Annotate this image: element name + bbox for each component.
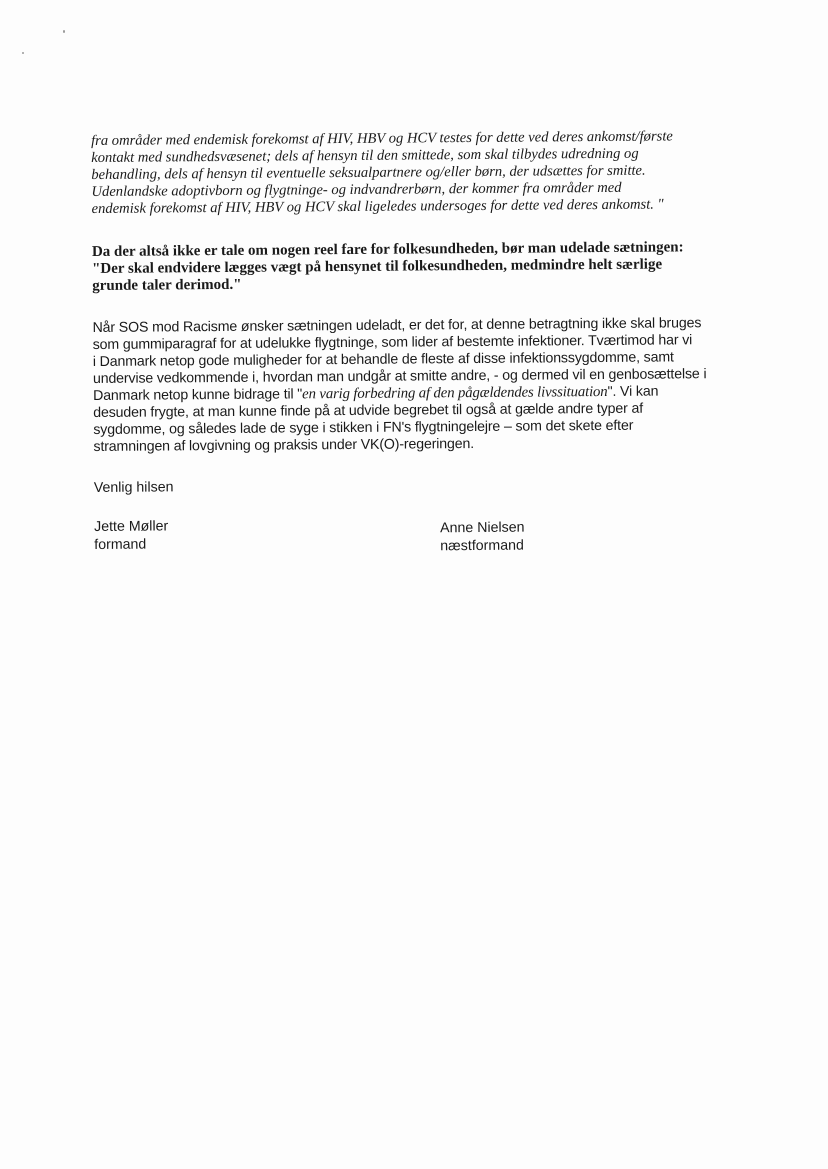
- body-line: sygdomme, og således lade de syge i stikken i FN's flygtningelejre – som det skete efter: [93, 417, 634, 438]
- letter-content: [91, 128, 744, 558]
- body-line: Når SOS mod Racisme ønsker sætningen udeladt, er det for, at denne betragtning ikke skal bruges: [92, 315, 702, 336]
- signature-left: [94, 517, 168, 554]
- bold-line: grunde taler derimod.": [92, 276, 242, 294]
- signer-name: Jette Møller: [94, 518, 169, 535]
- scan-speck: [63, 30, 65, 33]
- body-paragraph: [92, 315, 743, 456]
- bold-line: "Der skal endvidere lægges vægt på hensynet til folkesundheden, medmindre helt særlige: [92, 256, 663, 277]
- scan-speck: [22, 52, 24, 54]
- closing-salutation: Venlig hilsen: [93, 479, 174, 496]
- signer-name: Anne Nielsen: [440, 519, 525, 537]
- bold-proposal: [92, 239, 742, 295]
- signer-role: næstformand: [440, 537, 524, 555]
- signer-role: formand: [94, 536, 147, 553]
- body-line: stramningen af lovgivning og praksis under VK(O)-regeringen.: [93, 436, 475, 455]
- signature-right: [440, 519, 525, 556]
- body-line: undervise vedkommende i, hvordan man undgår at smitte andre, - og dermed vil en genbosættelse i: [92, 366, 707, 387]
- quoted-passage: [91, 128, 742, 218]
- quote-line: fra områder med endemisk forekomst af HIV, HBV og HCV testes for dette ved deres ankomst/første: [91, 128, 673, 149]
- quote-line: endemisk forekomst af HIV, HBV og HCV skal ligeledes undersoges for dette ved deres ankomst. ": [91, 196, 664, 217]
- body-line: desuden frygte, at man kunne finde på at udvide begrebet til også at gælde andre typer af: [93, 400, 644, 421]
- quote-line: behandling, dels af hensyn til eventuelle seksualpartnere og/eller børn, der udsættes for smitte.: [91, 162, 646, 183]
- body-text: Danmark netop kunne bidrage til ": [93, 386, 303, 404]
- bold-line: Da der altså ikke er tale om nogen reel fare for folkesundheden, bør man udelade sætningen:: [91, 239, 684, 260]
- body-text: ". Vi kan: [607, 383, 659, 400]
- signature-block: [94, 513, 744, 558]
- quote-line: kontakt med sundhedsvæsenet; dels af hensyn til den smittede, som skal tilbydes udredning og: [91, 145, 639, 166]
- quoted-phrase: en varig forbedring af den pågældendes livssituation: [302, 383, 608, 403]
- body-line: i Danmark netop gode muligheder for at behandle de fleste af disse infektionssygdomme, samt: [92, 349, 674, 370]
- body-line: som gummiparagraf for at udelukke flygtninge, som lider af bestemte infektioner. Tværtimod har vi: [92, 332, 693, 353]
- quote-line: Udenlandske adoptivborn og flygtninge- og indvandrerbørn, der kommer fra områder med: [91, 179, 622, 200]
